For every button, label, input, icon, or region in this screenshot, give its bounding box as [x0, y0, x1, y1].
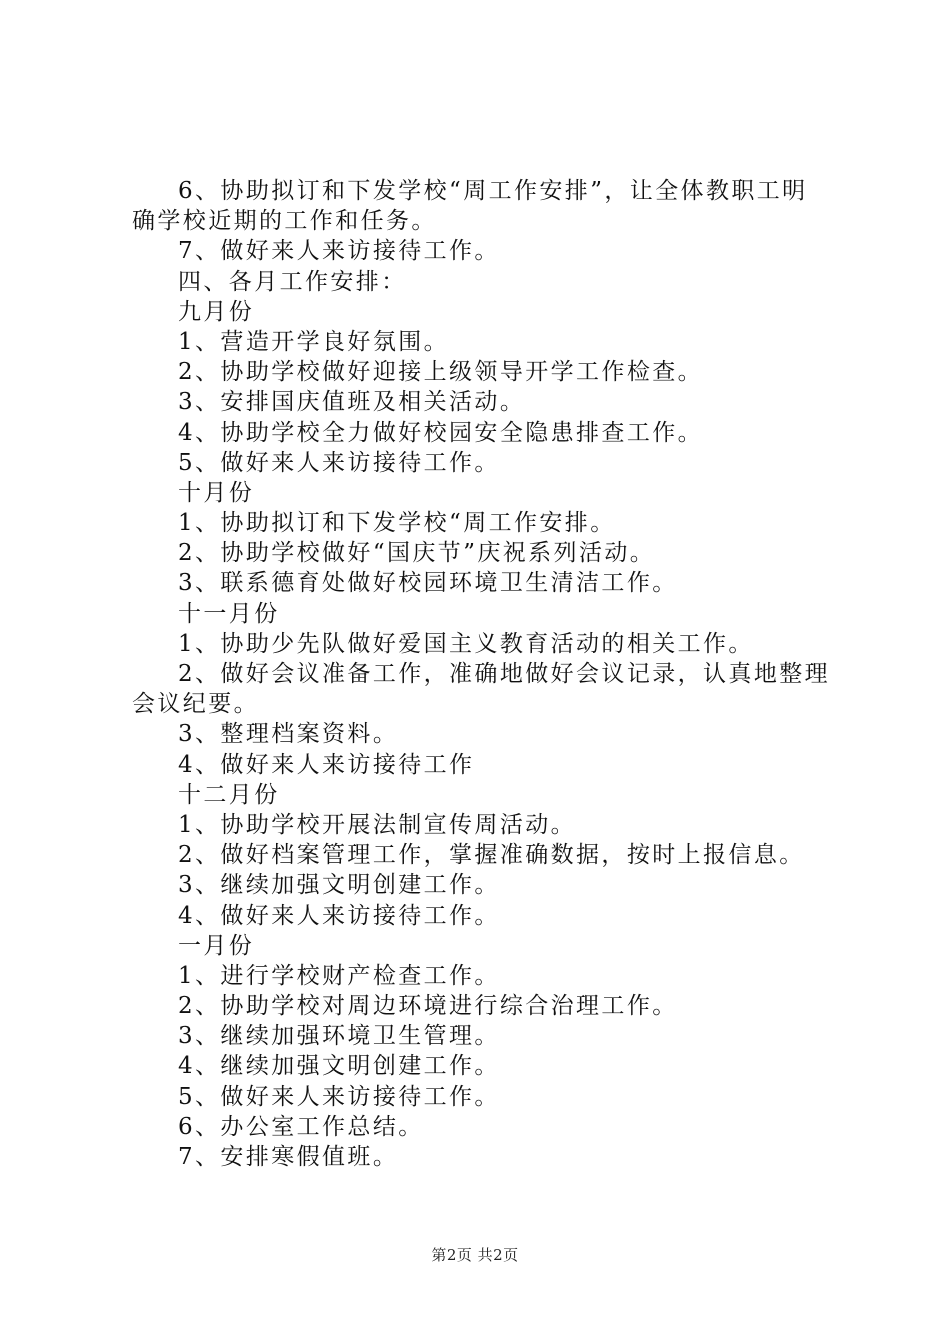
month-heading: 十二月份	[178, 781, 280, 808]
list-item: 4、做好来人来访接待工作	[178, 751, 475, 778]
section-heading: 四、各月工作安排：	[178, 268, 407, 295]
list-item: 3、联系德育处做好校园环境卫生清洁工作。	[178, 570, 678, 597]
list-item: 6、办公室工作总结。	[178, 1113, 424, 1140]
list-item: 2、做好档案管理工作，掌握准确数据，按时上报信息。	[178, 842, 805, 869]
list-item: 2、协助学校做好迎接上级领导开学工作检查。	[178, 359, 704, 386]
list-item: 1、协助少先队做好爱国主义教育活动的相关工作。	[178, 630, 754, 657]
page-footer	[0, 1244, 950, 1265]
list-item: 4、做好来人来访接待工作。	[178, 902, 500, 929]
paragraph-line: 7、做好来人来访接待工作。	[178, 238, 500, 265]
list-item: 1、协助拟订和下发学校“周工作安排。	[178, 510, 616, 537]
list-item: 3、继续加强文明创建工作。	[178, 872, 500, 899]
month-heading: 十月份	[178, 479, 255, 506]
list-item: 4、协助学校全力做好校园安全隐患排查工作。	[178, 419, 704, 446]
paragraph-line: 确学校近期的工作和任务。	[132, 208, 437, 235]
month-heading: 一月份	[178, 932, 255, 959]
month-heading: 十一月份	[178, 600, 280, 627]
list-item: 1、协助学校开展法制宣传周活动。	[178, 811, 577, 838]
list-item: 2、协助学校对周边环境进行综合治理工作。	[178, 993, 678, 1020]
list-item: 3、继续加强环境卫生管理。	[178, 1023, 500, 1050]
list-item: 4、继续加强文明创建工作。	[178, 1053, 500, 1080]
list-item-continuation: 会议纪要。	[132, 691, 259, 718]
list-item: 3、安排国庆值班及相关活动。	[178, 389, 526, 416]
list-item: 2、协助学校做好“国庆节”庆祝系列活动。	[178, 540, 656, 567]
list-item: 5、做好来人来访接待工作。	[178, 1083, 500, 1110]
paragraph-line: 6、协助拟订和下发学校“周工作安排”，让全体教职工明	[178, 178, 808, 204]
list-item: 7、安排寒假值班。	[178, 1144, 399, 1170]
list-item: 2、做好会议准备工作，准确地做好会议记录，认真地整理	[178, 661, 831, 687]
page-number-label: 第2页 共2页	[431, 1246, 519, 1264]
list-item: 3、整理档案资料。	[178, 721, 399, 748]
list-item: 1、营造开学良好氛围。	[178, 328, 450, 355]
list-item: 1、进行学校财产检查工作。	[178, 962, 500, 989]
document-body	[132, 176, 832, 1172]
month-heading: 九月份	[178, 298, 255, 325]
list-item: 5、做好来人来访接待工作。	[178, 449, 500, 476]
